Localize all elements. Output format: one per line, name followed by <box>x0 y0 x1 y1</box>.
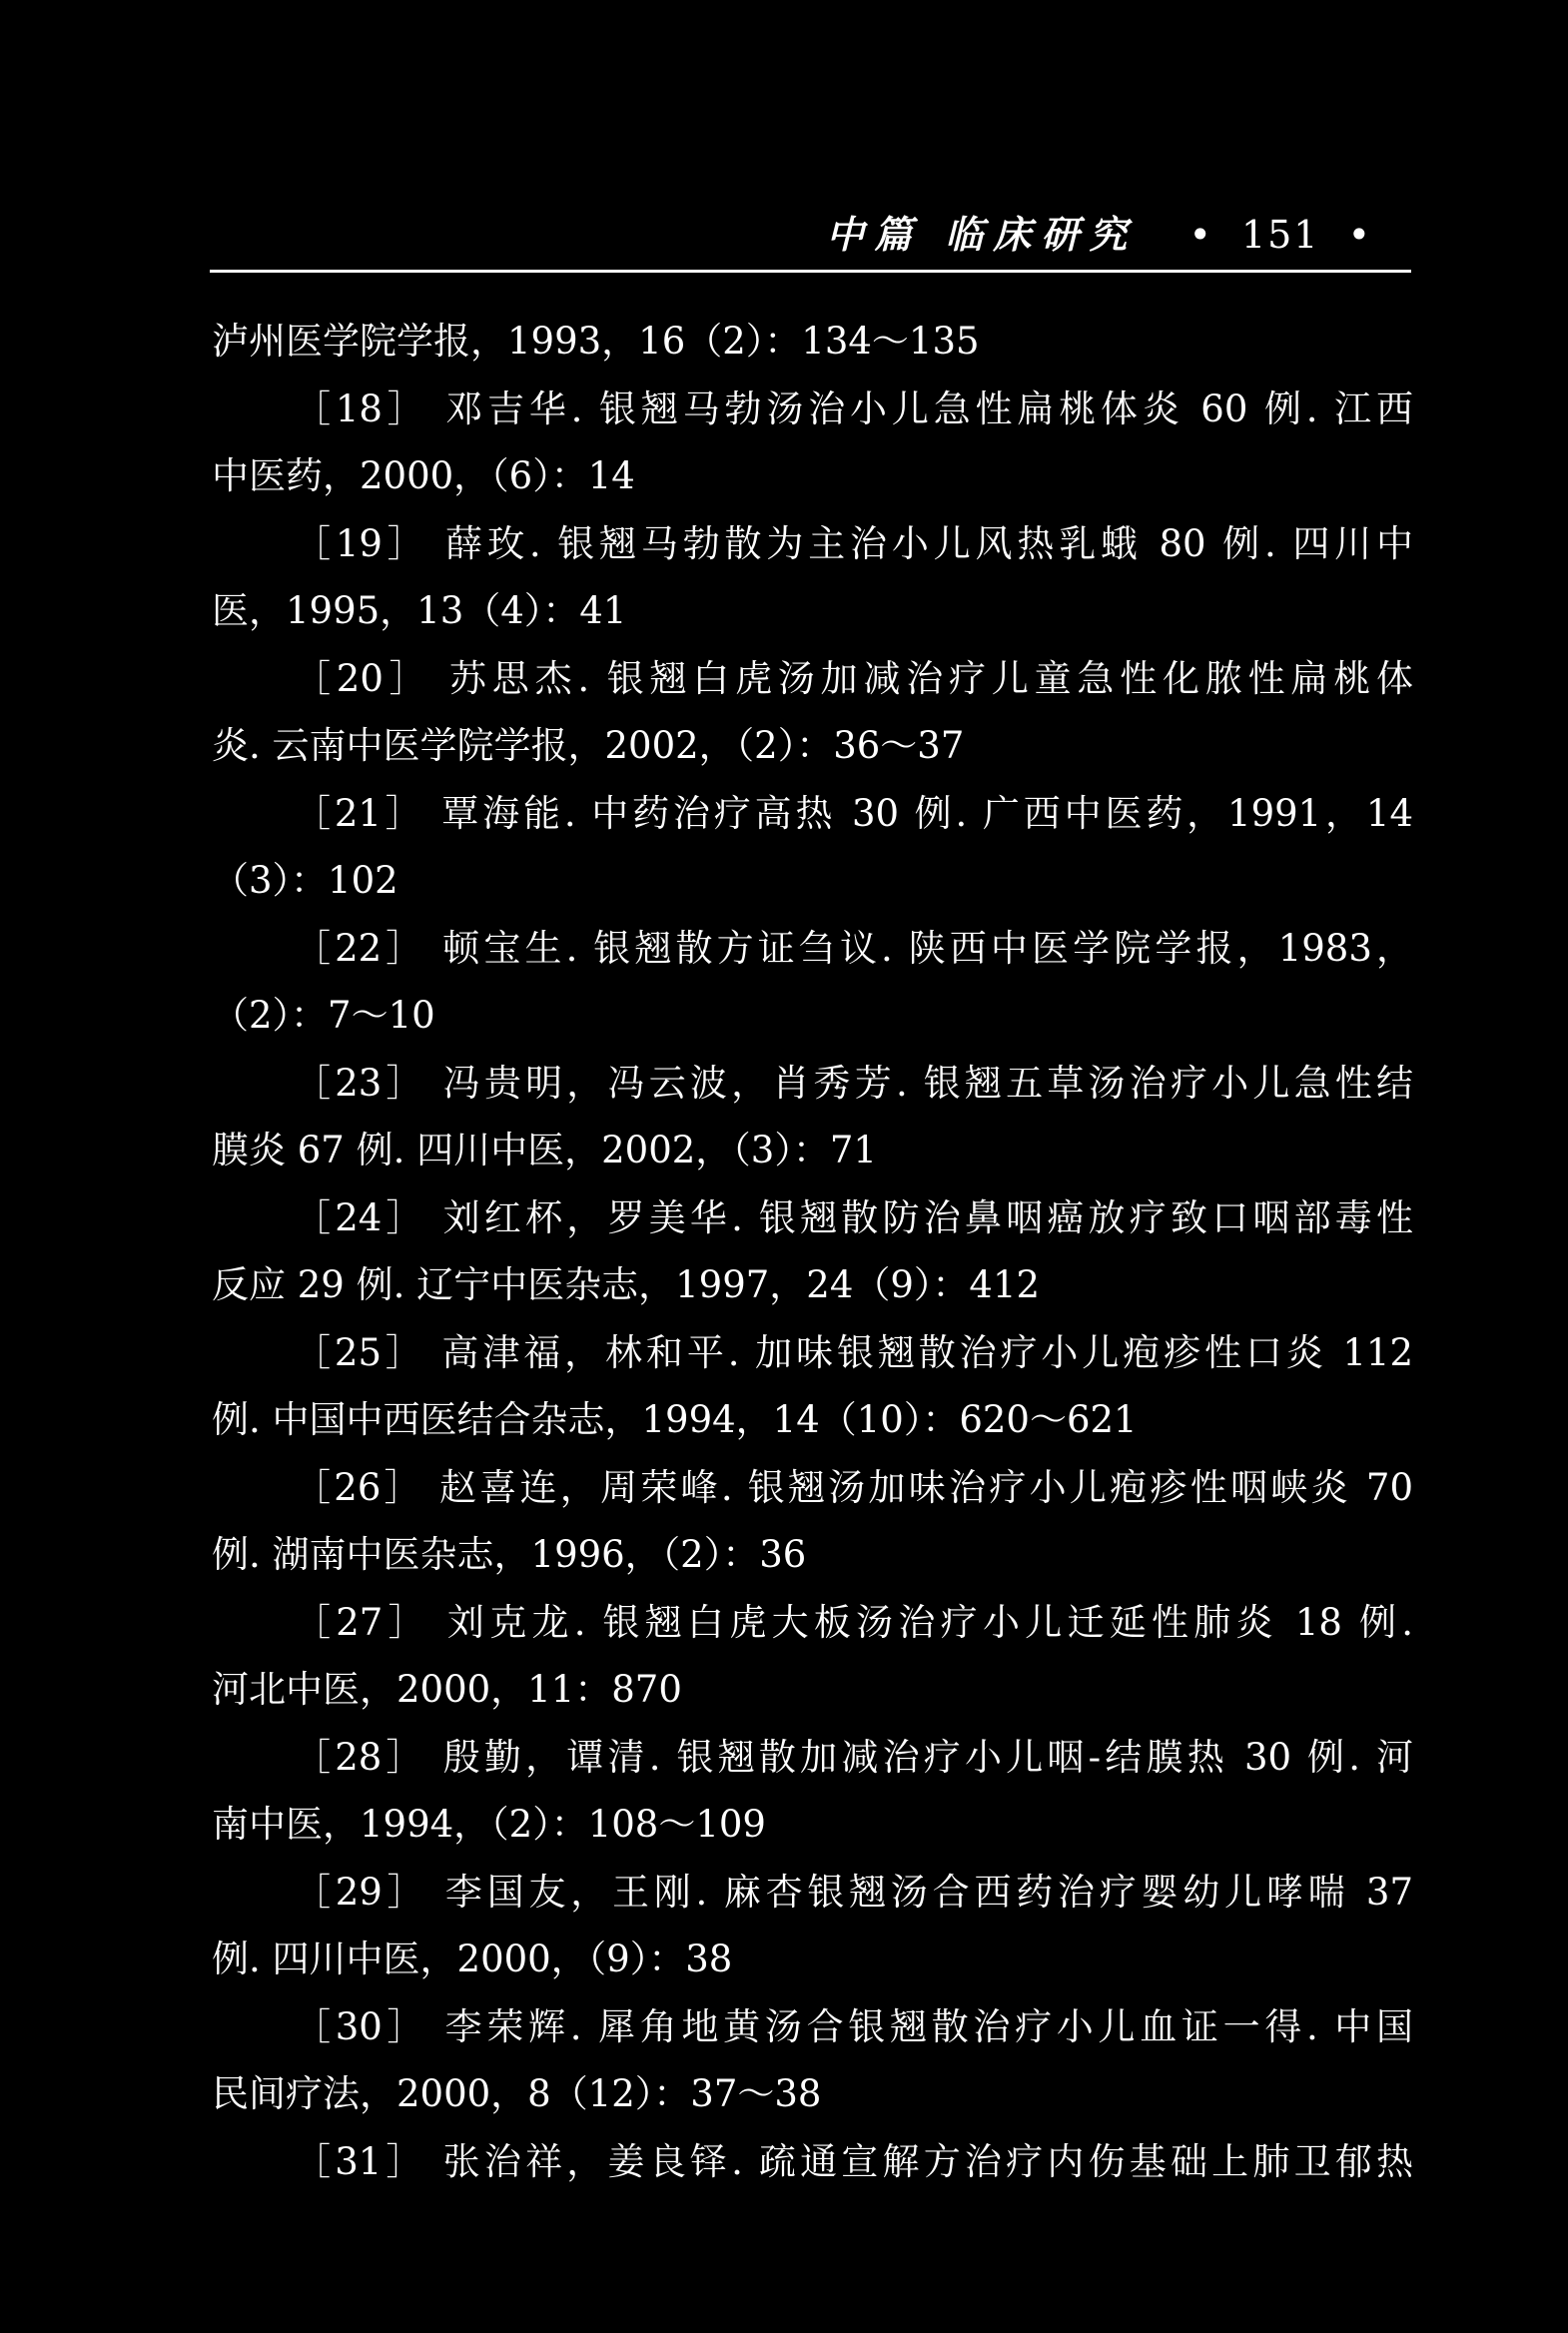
reference-entry-continuation: 炎. 云南中医学院学报，2002，（2）：36～37 <box>212 724 965 767</box>
reference-entry-continuation: （2）：7～10 <box>212 994 435 1037</box>
reference-entry-continuation: （3）：102 <box>212 859 398 902</box>
running-header <box>210 205 1411 265</box>
reference-entry-start: ［20］ 苏思杰. 银翘白虎汤加减治疗儿童急性化脓性扁桃体 <box>294 656 1413 700</box>
reference-entry-continuation: 例. 四川中医，2000，（9）：38 <box>212 1938 733 1980</box>
reference-entry-continuation: 医，1995，13（4）：41 <box>212 589 627 632</box>
reference-entry-continuation: 例. 湖南中医杂志，1996，（2）：36 <box>212 1533 807 1576</box>
reference-entry-continuation: 中医药，2000，（6）：14 <box>212 454 635 497</box>
reference-entry-start: ［22］ 顿宝生. 银翘散方证刍议. 陕西中医学院学报，1983， <box>294 926 1413 970</box>
reference-entry-start: ［21］ 覃海能. 中药治疗高热 30 例. 广西中医药，1991，14 <box>294 791 1413 835</box>
header-bullet-left: • <box>1188 213 1213 257</box>
reference-entry-start: ［18］ 邓吉华. 银翘马勃汤治小儿急性扁桃体炎 60 例. 江西 <box>294 387 1413 430</box>
reference-entry-start: ［28］ 殷勤，谭清. 银翘散加减治疗小儿咽-结膜热 30 例. 河 <box>294 1735 1413 1779</box>
reference-entry-start: ［30］ 李荣辉. 犀角地黄汤合银翘散治疗小儿血证一得. 中国 <box>294 2004 1413 2048</box>
reference-entry-continuation: 民间疗法，2000，8（12）：37～38 <box>212 2072 822 2115</box>
reference-entry-start: ［27］ 刘克龙. 银翘白虎大板汤治疗小儿迁延性肺炎 18 例. <box>294 1600 1413 1644</box>
reference-entry-start: ［29］ 李国友，王刚. 麻杏银翘汤合西药治疗婴幼儿哮喘 37 <box>294 1870 1413 1914</box>
header-text <box>826 205 1386 265</box>
reference-entry-continuation: 膜炎 67 例. 四川中医，2002，（3）：71 <box>212 1129 877 1171</box>
reference-entry-start: ［25］ 高津福，林和平. 加味银翘散治疗小儿疱疹性口炎 112 <box>294 1330 1413 1374</box>
reference-list <box>212 308 1413 2195</box>
reference-entry-start: ［19］ 薛玫. 银翘马勃散为主治小儿风热乳蛾 80 例. 四川中 <box>294 521 1413 565</box>
reference-entry-continuation: 河北中医，2000，11：870 <box>212 1668 682 1711</box>
reference-entry-continuation: 南中医，1994，（2）：108～109 <box>212 1803 766 1846</box>
reference-entry-start: ［31］ 张治祥，姜良铎. 疏通宣解方治疗内伤基础上肺卫郁热 <box>294 2139 1413 2183</box>
reference-entry-start: ［23］ 冯贵明，冯云波，肖秀芳. 银翘五草汤治疗小儿急性结 <box>294 1061 1413 1105</box>
reference-entry-start: ［26］ 赵喜连，周荣峰. 银翘汤加味治疗小儿疱疹性咽峡炎 70 <box>294 1465 1413 1509</box>
header-title: 中篇 临床研究 <box>826 212 1138 257</box>
reference-entry-start: ［24］ 刘红杯，罗美华. 银翘散防治鼻咽癌放疗致口咽部毒性 <box>294 1195 1413 1239</box>
header-rule <box>210 270 1411 273</box>
page-number: 151 <box>1240 213 1320 257</box>
header-bullet-right: • <box>1347 213 1372 257</box>
reference-entry-continuation: 例. 中国中西医结合杂志，1994，14（10）：620～621 <box>212 1398 1138 1441</box>
reference-entry-continuation: 泸州医学院学报，1993，16（2）：134～135 <box>212 320 980 363</box>
reference-entry-continuation: 反应 29 例. 辽宁中医杂志，1997，24（9）：412 <box>212 1263 1041 1306</box>
